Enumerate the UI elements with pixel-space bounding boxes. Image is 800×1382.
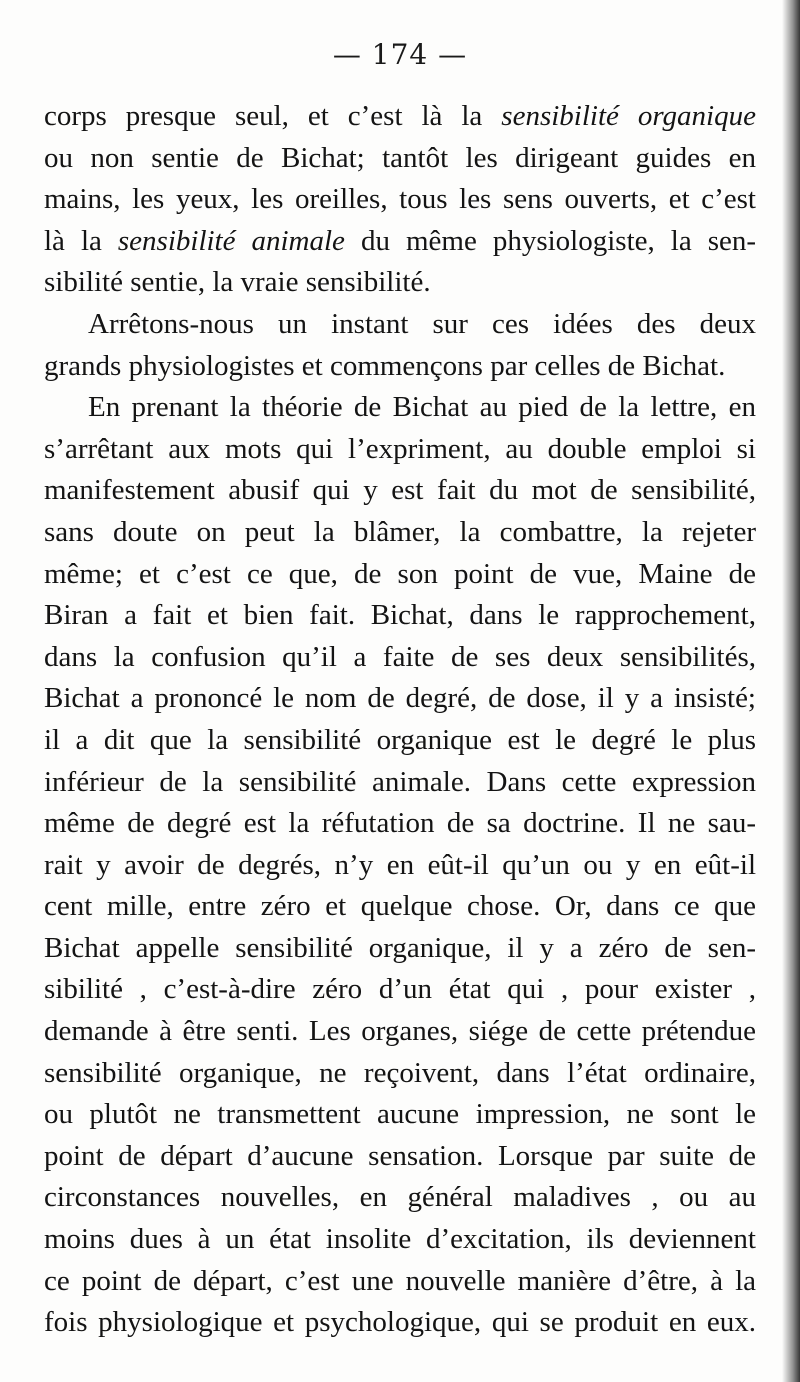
text-line — [44, 554, 756, 596]
text-line — [44, 803, 756, 845]
body-text — [44, 96, 756, 1344]
text-run: sibilité sentie, la vraie sensibilité. — [44, 266, 431, 299]
text-run: sensibilité organique, ne reçoivent, dans l’état ordinaire, — [44, 1056, 756, 1089]
text-run: même de degré est la réfutation de sa doctrine. Il ne sau- — [44, 807, 756, 840]
text-run: rait y avoir de degrés, n’y en eût-il qu’un ou y en eût-il — [44, 848, 756, 881]
text-run: ou non sentie de Bichat; tantôt les dirigeant guides en — [44, 141, 756, 174]
text-line — [44, 179, 756, 221]
text-line — [44, 1053, 756, 1095]
text-run: Biran a fait et bien fait. Bichat, dans le rapprochement, — [44, 599, 756, 632]
text-run: dans la confusion qu’il a faite de ses deux sensibilités, — [44, 640, 756, 673]
text-run: Bichat a prononcé le nom de degré, de dose, il y a insisté; — [44, 682, 756, 715]
text-run: sans doute on peut la blâmer, la combattre, la rejeter — [44, 515, 756, 548]
text-line — [44, 387, 756, 429]
page-number: — 174 — — [332, 38, 468, 71]
text-line — [44, 1302, 756, 1344]
text-run: sibilité , c’est-à-dire zéro d’un état qui , pour exister , — [44, 973, 756, 1006]
text-line — [44, 637, 756, 679]
text-line — [44, 512, 756, 554]
page-edge-shadow — [782, 0, 800, 1382]
text-run: cent mille, entre zéro et quelque chose. Or, dans ce que — [44, 890, 756, 923]
text-line — [44, 96, 756, 138]
text-line — [44, 1219, 756, 1261]
text-line — [44, 470, 756, 512]
text-line — [44, 928, 756, 970]
text-line — [44, 845, 756, 887]
text-run: même; et c’est ce que, de son point de vue, Maine de — [44, 557, 756, 590]
text-line — [44, 886, 756, 928]
text-run: fois physiologique et psychologique, qui se produit en eux. — [44, 1306, 756, 1339]
italic-term: sensibilité organique — [501, 100, 756, 132]
text-run: là la — [44, 224, 118, 257]
text-run: Bichat appelle sensibilité organique, il y a zéro de sen- — [44, 931, 756, 964]
text-run: demande à être senti. Les organes, siége de cette prétendue — [44, 1015, 756, 1048]
text-line — [44, 138, 756, 180]
text-run: corps presque seul, et c’est là la — [44, 100, 502, 132]
text-line — [44, 720, 756, 762]
text-line — [44, 262, 756, 304]
text-line — [44, 1177, 756, 1219]
text-line — [44, 969, 756, 1011]
text-line — [44, 595, 756, 637]
text-line — [44, 346, 756, 388]
text-run: circonstances nouvelles, en général maladives , ou au — [44, 1181, 756, 1214]
italic-term: sensibilité animale — [117, 224, 345, 257]
text-run: inférieur de la sensibilité animale. Dans cette expression — [44, 765, 756, 798]
text-run: ce point de départ, c’est une nouvelle manière d’être, à la — [44, 1264, 756, 1297]
text-line — [44, 304, 756, 346]
text-line — [44, 429, 756, 471]
text-run: du même physiologiste, la sen- — [344, 224, 756, 257]
text-run: moins dues à un état insolite d’excitation, ils deviennent — [44, 1223, 756, 1256]
text-run: mains, les yeux, les oreilles, tous les sens ouverts, et c’est — [44, 183, 756, 216]
text-line — [44, 1136, 756, 1178]
text-line — [44, 762, 756, 804]
text-run: point de départ d’aucune sensation. Lorsque par suite de — [44, 1139, 756, 1172]
text-run: manifestement abusif qui y est fait du mot de sensibilité, — [44, 474, 756, 507]
text-run: s’arrêtant aux mots qui l’expriment, au double emploi si — [44, 432, 756, 465]
text-line — [44, 1261, 756, 1303]
text-run: ou plutôt ne transmettent aucune impression, ne sont le — [44, 1098, 756, 1131]
text-run: Arrêtons-nous un instant sur ces idées des deux — [88, 307, 756, 340]
text-line — [44, 1094, 756, 1136]
text-line — [44, 1011, 756, 1053]
text-line — [44, 221, 756, 263]
text-run: il a dit que la sensibilité organique est le degré le plus — [44, 723, 756, 756]
text-run: En prenant la théorie de Bichat au pied de la lettre, en — [88, 391, 756, 424]
text-line — [44, 678, 756, 720]
text-run: grands physiologistes et commençons par celles de Bichat. — [44, 349, 726, 382]
